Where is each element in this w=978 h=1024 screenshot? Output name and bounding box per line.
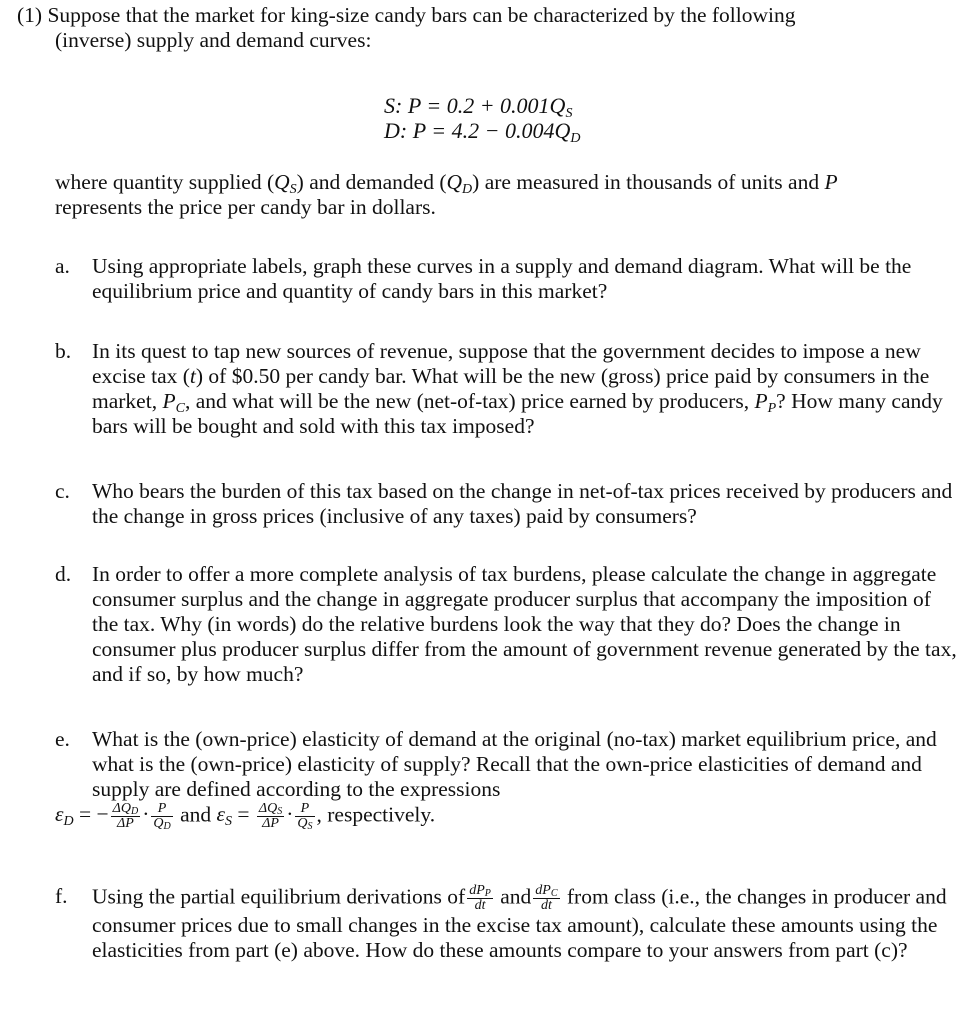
demand-equation: D: $P = 4.2 - 0.004Q_D$	[384, 118, 581, 146]
variable-definition: where quantity supplied $(Q_S)$ and demanded $(Q_D)$ are measured in thousands of units and P represents the price per candy bar in dollars.	[55, 170, 838, 219]
part-e-label: e.	[55, 727, 70, 751]
part-a-text: Using appropriate labels, graph these curves in a supply and demand diagram. What will be the equilibrium price and quantity of candy bars in this market?	[92, 254, 912, 303]
dPp-dt-fraction: $\frac{dP_P}{dt}$	[469, 883, 491, 913]
part-e	[55, 727, 960, 831]
intro-line-2: (inverse) supply and demand curves:	[55, 28, 372, 52]
problem-number: (1)	[17, 3, 43, 27]
part-c	[55, 479, 960, 529]
part-f	[55, 884, 960, 963]
part-f-text: Using the partial equilibrium derivations of $\frac{dP_P}{dt}$ and $\frac{dP_C}{dt}$ from class (i.e., the changes in producer and consumer prices due to small changes in the excise tax amount), calculate these amounts using the elasticities from part (e) above. How do these amounts compare to your answers from part (c)?	[92, 883, 947, 962]
part-d-label: d.	[55, 562, 72, 586]
supply-equation: S: $P = 0.2 + 0.001Q_S$	[384, 93, 573, 121]
part-c-label: c.	[55, 479, 70, 503]
part-d	[55, 562, 960, 687]
part-e-text: What is the (own-price) elasticity of demand at the original (no-tax) market equilibrium price, and what is the (own-price) elasticity of supply? Recall that the own-price elasticities of demand and supply are defined according to the expressions $\varepsilon_D$ = − $\frac{\Delta Q_D}{\Delta P}$ · $\frac{P}{Q_D}$ and $\varepsilon_S$ = $\frac{\Delta Q_S}{\Delta P}$ · $\frac{P}{Q_S}$ , respectively.	[55, 727, 937, 832]
part-f-label: f.	[55, 884, 68, 908]
part-b-label: b.	[55, 339, 72, 363]
problem-intro	[17, 3, 957, 53]
elasticity-demand-formula: $\varepsilon_D$ = − $\frac{\Delta Q_D}{\Delta P}$ · $\frac{P}{Q_D}$	[55, 801, 171, 832]
part-a-label: a.	[55, 254, 70, 278]
intro-line-1: Suppose that the market for king-size candy bars can be characterized by the following	[47, 3, 796, 27]
part-a	[55, 254, 960, 304]
dPc-dt-fraction: $\frac{dP_C}{dt}$	[535, 883, 558, 913]
part-d-text: In order to offer a more complete analysis of tax burdens, please calculate the change in aggregate consumer surplus and the change in aggregate producer surplus that accompany the imposition of the tax. Why (in words) do the relative burdens look the way that they do? Does the change in consumer plus producer surplus differ from the amount of government revenue generated by the tax, and if so, by how much?	[92, 562, 957, 686]
part-b-text: In its quest to tap new sources of revenue, suppose that the government decides to impose a new excise tax (t) of $0.50 per candy bar. What will be the new (gross) price paid by consumers in the market, $P_C$, and what will be the new (net-of-tax) price earned by producers, $P_P$? How many candy bars will be bought and sold with this tax imposed?	[92, 339, 943, 438]
part-c-text: Who bears the burden of this tax based on the change in net-of-tax prices received by producers and the change in gross prices (inclusive of any taxes) paid by consumers?	[92, 479, 953, 528]
part-b	[55, 339, 960, 439]
elasticity-supply-formula: $\varepsilon_S$ = $\frac{\Delta Q_S}{\Delta P}$ · $\frac{P}{Q_S}$	[216, 801, 313, 832]
